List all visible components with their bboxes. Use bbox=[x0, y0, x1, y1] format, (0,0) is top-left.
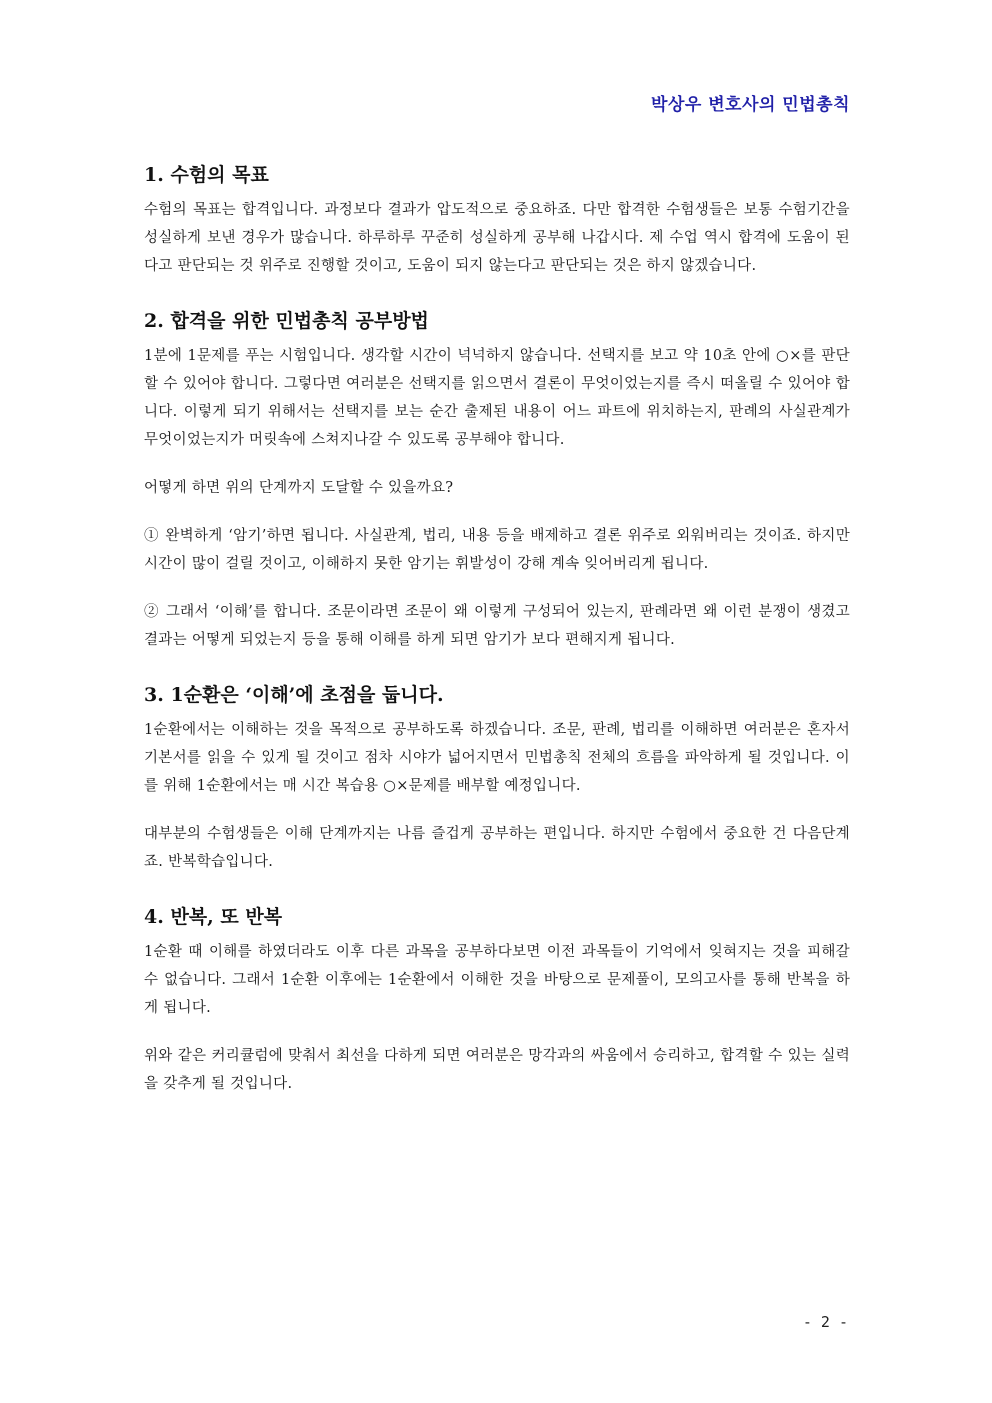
page-number: - 2 - bbox=[802, 1313, 848, 1331]
section-2-paragraph-4: ② 그래서 ‘이해’를 합니다. 조문이라면 조문이 왜 이렇게 구성되어 있는지, 판례라면 왜 이런 분쟁이 생겼고 결과는 어떻게 되었는지 등을 통해 이해를 하게 되면 암기가 보다 편해지게 됩니다. bbox=[144, 604, 850, 648]
section-1-heading: 1. 수험의 목표 bbox=[144, 164, 269, 186]
section-3-paragraph-1: 1순환에서는 이해하는 것을 목적으로 공부하도록 하겠습니다. 조문, 판례, 법리를 이해하면 여러분은 혼자서 기본서를 읽을 수 있게 될 것이고 점차 시야가 넓어지면서 민법총칙 전체의 흐름을 파악하게 될 것입니다. 이를 위해 1순환에서는 매 시간 복습용 ○×문제를 배부할 예정입니다. bbox=[144, 722, 850, 794]
section-4-heading: 4. 반복, 또 반복 bbox=[144, 906, 283, 928]
section-3-paragraph-2: 대부분의 수험생들은 이해 단계까지는 나름 즐겁게 공부하는 편입니다. 하지만 수험에서 중요한 건 다음단계죠. 반복학습입니다. bbox=[144, 826, 850, 870]
running-header-title: 박상우 변호사의 민법총칙 bbox=[651, 95, 850, 115]
section-3-heading: 3. 1순환은 ‘이해’에 초점을 둡니다. bbox=[144, 684, 444, 706]
section-2-paragraph-2: 어떻게 하면 위의 단계까지 도달할 수 있을까요? bbox=[144, 480, 454, 496]
section-2-paragraph-1: 1분에 1문제를 푸는 시험입니다. 생각할 시간이 넉넉하지 않습니다. 선택지를 보고 약 10초 안에 ○×를 판단할 수 있어야 합니다. 그렇다면 여러분은 선택지를 읽으면서 결론이 무엇이었는지를 즉시 떠올릴 수 있어야 합니다. 이렇게 되기 위해서는 선택지를 보는 순간 출제된 내용이 어느 파트에 위치하는지, 판례의 사실관계가 무엇이었는지가 머릿속에 스쳐지나갈 수 있도록 공부해야 합니다. bbox=[144, 348, 850, 448]
section-4-paragraph-2: 위와 같은 커리큘럼에 맞춰서 최선을 다하게 되면 여러분은 망각과의 싸움에서 승리하고, 합격할 수 있는 실력을 갖추게 될 것입니다. bbox=[144, 1048, 850, 1092]
section-2-paragraph-3: ① 완벽하게 ‘암기’하면 됩니다. 사실관계, 법리, 내용 등을 배제하고 결론 위주로 외워버리는 것이죠. 하지만 시간이 많이 걸릴 것이고, 이해하지 못한 암기는 휘발성이 강해 계속 잊어버리게 됩니다. bbox=[144, 528, 850, 572]
section-1-paragraph-1: 수험의 목표는 합격입니다. 과정보다 결과가 압도적으로 중요하죠. 다만 합격한 수험생들은 보통 수험기간을 성실하게 보낸 경우가 많습니다. 하루하루 꾸준히 성실하게 공부해 나갑시다. 제 수업 역시 합격에 도움이 된다고 판단되는 것 위주로 진행할 것이고, 도움이 되지 않는다고 판단되는 것은 하지 않겠습니다. bbox=[144, 202, 850, 274]
section-4-paragraph-1: 1순환 때 이해를 하였더라도 이후 다른 과목을 공부하다보면 이전 과목들이 기억에서 잊혀지는 것을 피해갈 수 없습니다. 그래서 1순환 이후에는 1순환에서 이해한 것을 바탕으로 문제풀이, 모의고사를 통해 반복을 하게 됩니다. bbox=[144, 944, 850, 1016]
section-2-heading: 2. 합격을 위한 민법총칙 공부방법 bbox=[144, 310, 429, 332]
document-body bbox=[144, 160, 850, 1098]
